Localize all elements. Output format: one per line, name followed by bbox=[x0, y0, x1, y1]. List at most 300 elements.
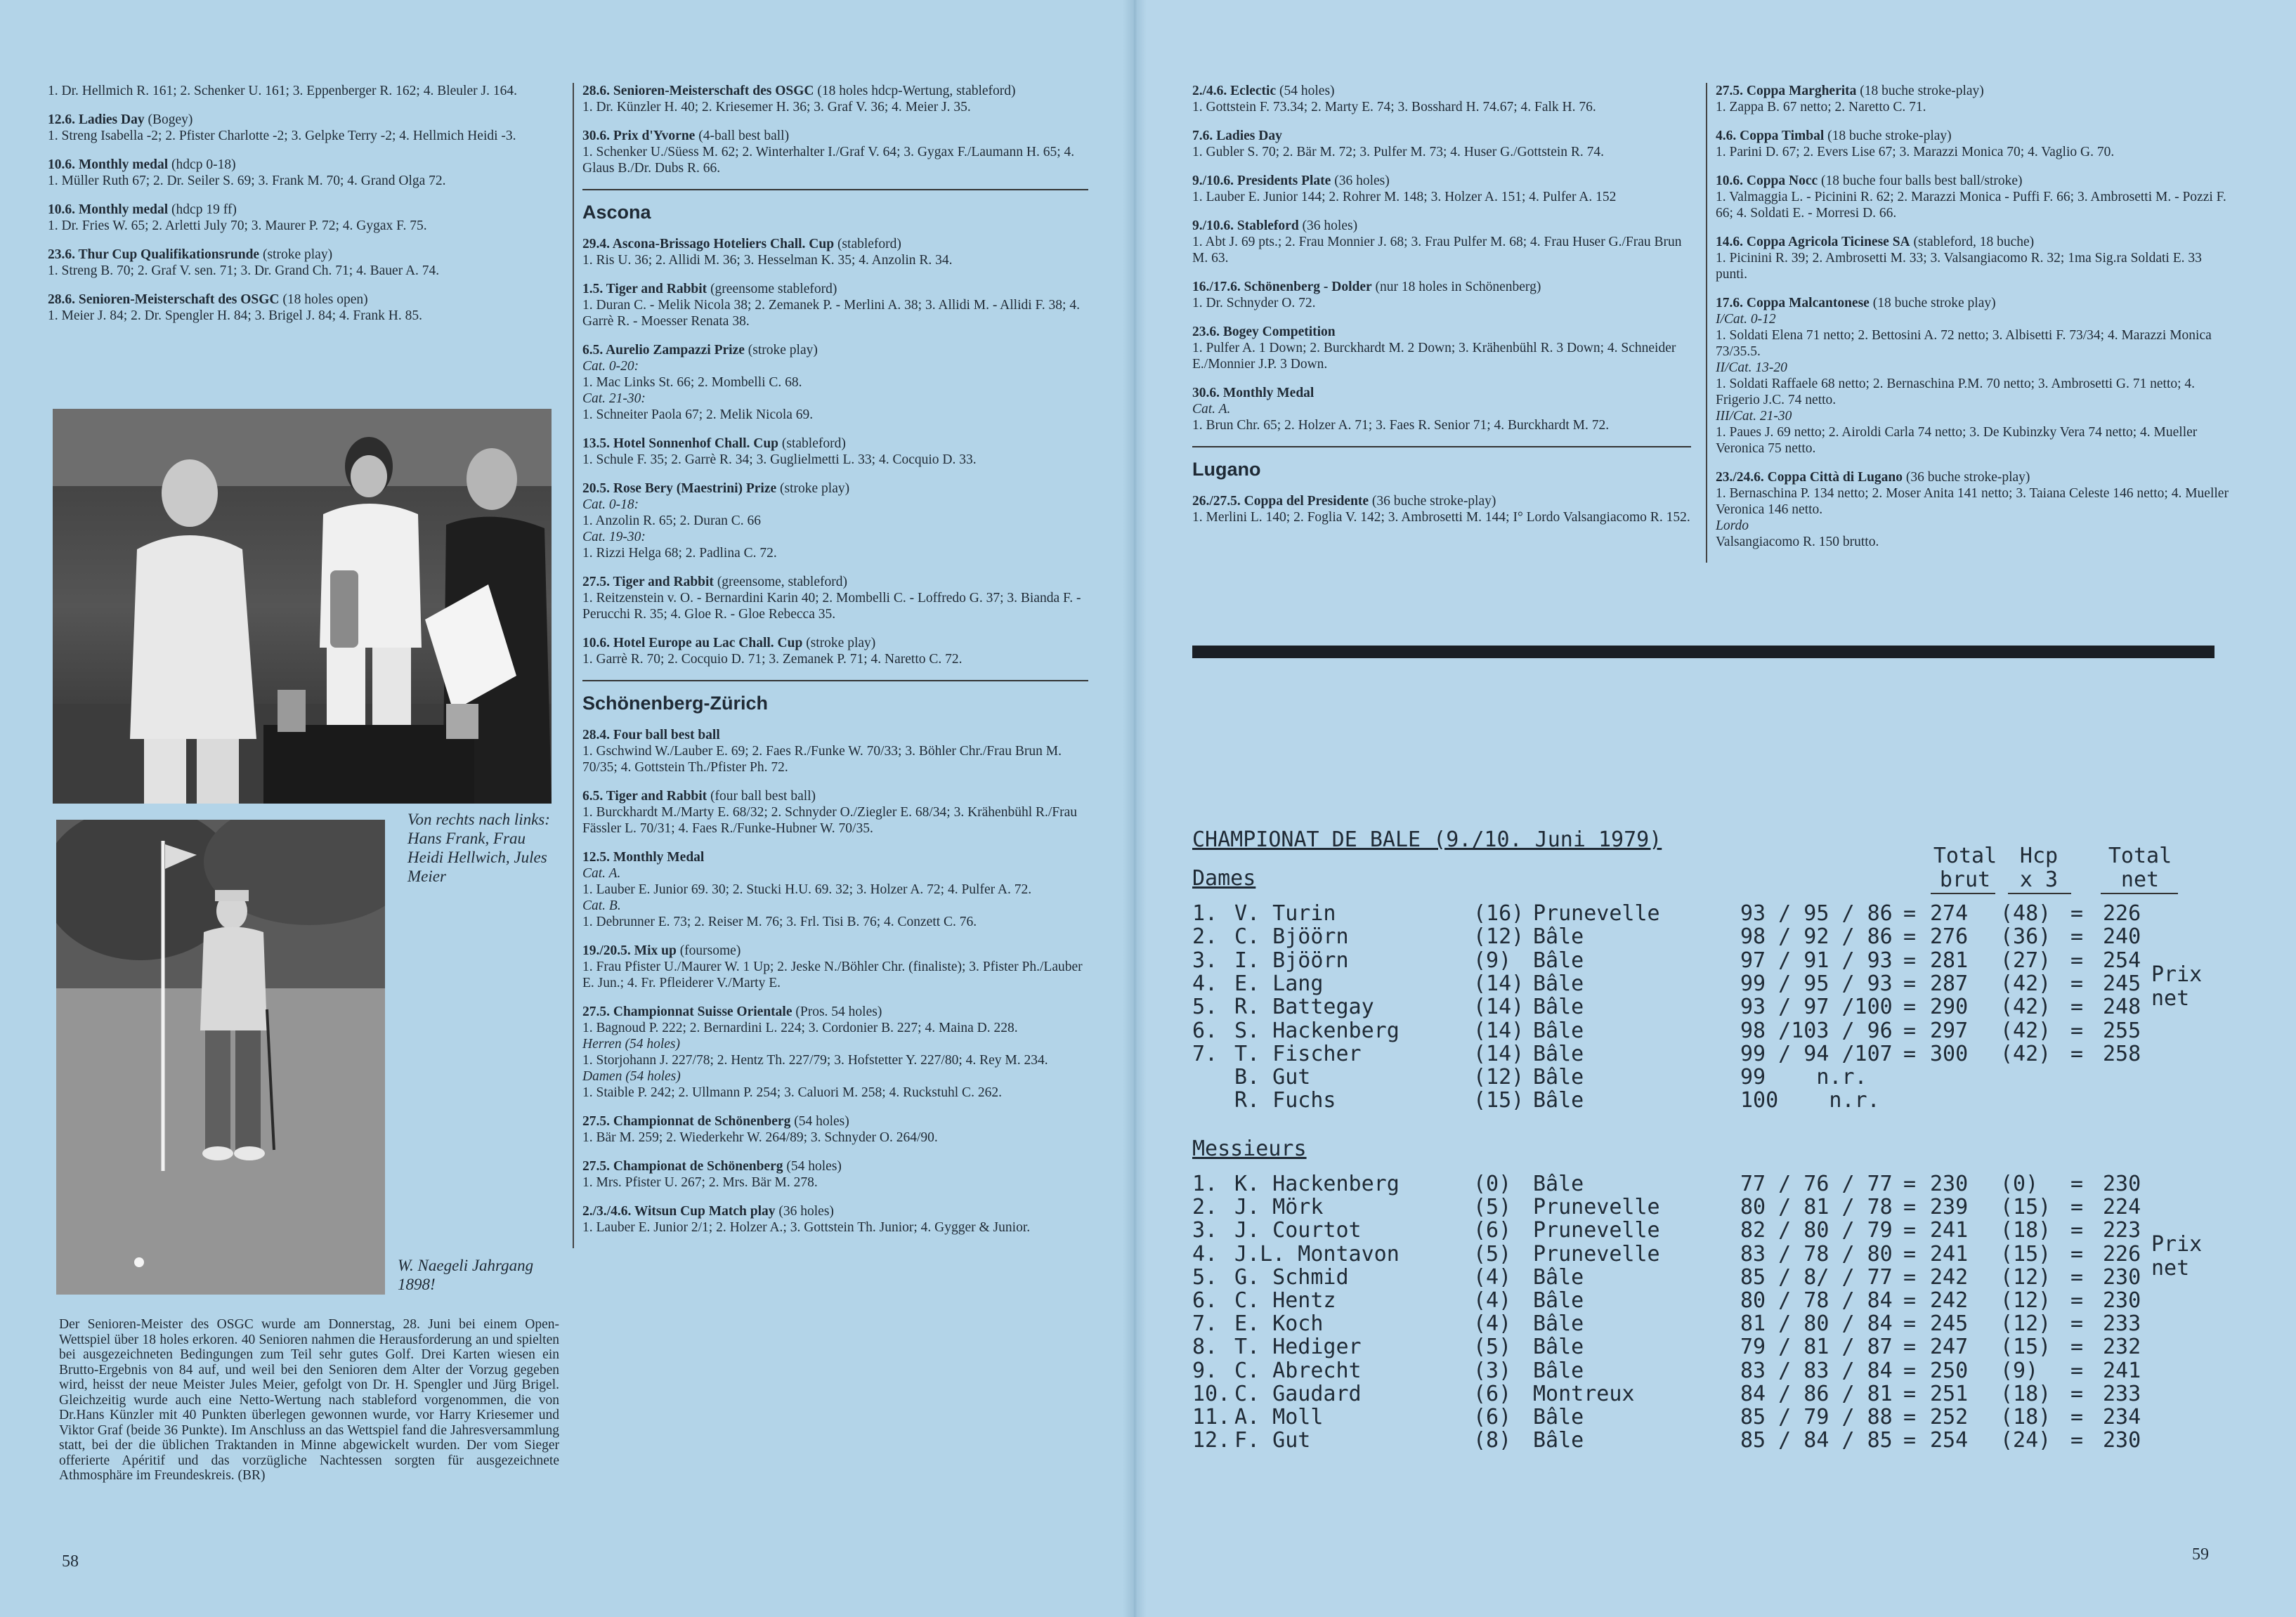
result-entry bbox=[582, 1203, 1088, 1236]
table-row bbox=[1192, 1265, 2148, 1288]
entry-title-main: 19./20.5. Mix up bbox=[582, 943, 677, 958]
cell-rank: 7. bbox=[1192, 1311, 1218, 1337]
cell-brut: 254 bbox=[1930, 1428, 1969, 1453]
photo-golfer-naegeli bbox=[56, 820, 385, 1295]
result-entry bbox=[1192, 324, 1691, 372]
prix-net-dames-line1: Prix bbox=[2151, 962, 2203, 987]
result-entry bbox=[582, 1158, 1088, 1191]
entry-title-main: 13.5. Hotel Sonnenhof Chall. Cup bbox=[582, 436, 779, 451]
cell-name: C. Hentz bbox=[1234, 1288, 1336, 1313]
entry-title-detail: (Pros. 54 holes) bbox=[792, 1004, 882, 1019]
entry-title-main: 12.5. Monthly Medal bbox=[582, 850, 705, 865]
entry-title-detail: (18 buche stroke-play) bbox=[1856, 84, 1984, 98]
cell-club: Bâle bbox=[1533, 1311, 1584, 1337]
result-entry bbox=[582, 236, 1088, 268]
cell-name: J. Courtot bbox=[1234, 1218, 1362, 1243]
entry-title-detail: (36 buche stroke-play) bbox=[1368, 494, 1496, 509]
result-entry bbox=[1716, 469, 2229, 550]
section-heading-schoenenberg: Schönenberg-Zürich bbox=[582, 693, 769, 714]
cell-eq1: = bbox=[1903, 1195, 1917, 1220]
page-number-right: 59 bbox=[2192, 1545, 2209, 1564]
section-divider-bar bbox=[1192, 646, 2215, 658]
entry-category: Lordo bbox=[1716, 518, 1749, 533]
cell-hcpx3: (15) bbox=[2000, 1241, 2052, 1266]
entry-title-detail: (54 holes) bbox=[790, 1114, 849, 1129]
dames-label: Dames bbox=[1192, 866, 1256, 891]
entry-results: 1. Dr. Schnyder O. 72. bbox=[1192, 296, 1316, 310]
cell-brut: 297 bbox=[1930, 1018, 1969, 1043]
cell-hcpx3: (27) bbox=[2000, 948, 2052, 973]
messieurs-label: Messieurs bbox=[1192, 1137, 1307, 1161]
cell-rank: 3. bbox=[1192, 1218, 1218, 1243]
entry-title bbox=[582, 281, 1088, 297]
result-entry bbox=[1192, 279, 1691, 311]
prix-net-messieurs-line2: net bbox=[2151, 1256, 2190, 1281]
entry-title-detail: (hdcp 19 ff) bbox=[168, 202, 237, 217]
result-entry bbox=[1716, 128, 2229, 160]
cell-eq1: = bbox=[1903, 1381, 1917, 1406]
cell-hcp: (16) bbox=[1473, 901, 1525, 926]
cell-hcp: (4) bbox=[1473, 1264, 1512, 1290]
table-row bbox=[1192, 1218, 2148, 1241]
cell-rank: 6. bbox=[1192, 1288, 1218, 1313]
entry-title-main: 10.6. Monthly medal bbox=[48, 202, 169, 217]
left-column-ascona-schoenenberg bbox=[573, 83, 1088, 1248]
cell-club: Bâle bbox=[1533, 1088, 1584, 1113]
entry-results: 1. Schule F. 35; 2. Garrè R. 34; 3. Guglielmetti L. 33; 4. Cocquio D. 33. bbox=[582, 452, 977, 467]
result-entry bbox=[582, 574, 1088, 622]
cell-name: C. Abrecht bbox=[1234, 1358, 1362, 1383]
entry-title bbox=[582, 236, 1088, 252]
cell-eq1: = bbox=[1903, 1335, 1917, 1360]
cell-name: A. Moll bbox=[1234, 1405, 1324, 1429]
entry-title bbox=[582, 128, 1088, 144]
cell-rounds: 99 n.r. bbox=[1740, 1065, 1867, 1090]
entry-category-results: 1. Anzolin R. 65; 2. Duran C. 66 bbox=[582, 513, 762, 528]
entry-title bbox=[1192, 173, 1691, 189]
entry-title-detail: (Bogey) bbox=[144, 112, 193, 127]
cell-name: C. Gaudard bbox=[1234, 1381, 1362, 1406]
entry-title-main: 14.6. Coppa Agricola Ticinese SA bbox=[1716, 235, 1910, 249]
cell-hcpx3: (12) bbox=[2000, 1311, 2052, 1337]
entry-results: 1. Ris U. 36; 2. Allidi M. 36; 3. Hesselman K. 35; 4. Anzolin R. 34. bbox=[582, 253, 953, 268]
entry-results: 1. Schenker U./Süess M. 62; 2. Winterhalter I./Graf V. 64; 3. Gygax F./Laumann H. 65; 4. Glaus B./Dr. Dubs R. 66. bbox=[582, 145, 1075, 176]
cell-net: 233 bbox=[2103, 1311, 2141, 1337]
table-row bbox=[1192, 948, 2148, 971]
entry-results: 1. Burckhardt M./Marty E. 68/32; 2. Schnyder O./Ziegler E. 68/34; 3. Krähenbühl R./Frau Fässler L. 70/31; 4. Faes R./Funke-Hubner W. 70/35. bbox=[582, 805, 1078, 836]
table-row bbox=[1192, 1288, 2148, 1311]
entry-category: Cat. A. bbox=[1192, 402, 1231, 417]
header-total-net-line2: net bbox=[2120, 868, 2160, 892]
cell-rounds: 93 / 95 / 86 bbox=[1740, 901, 1893, 926]
entry-title bbox=[582, 83, 1088, 99]
entry-title-main: 30.6. Monthly Medal bbox=[1192, 386, 1315, 400]
result-entry bbox=[582, 849, 1088, 930]
entry-category: Cat. A. bbox=[582, 866, 621, 881]
entry-category-results: 1. Lauber E. Junior 69. 30; 2. Stucki H.U. 69. 32; 3. Holzer A. 72; 4. Pulfer A. 72. bbox=[582, 882, 1032, 897]
cell-rank: 5. bbox=[1192, 1264, 1218, 1290]
entry-title-main: 9./10.6. Stableford bbox=[1192, 218, 1299, 233]
entry-title bbox=[582, 1113, 1088, 1130]
cell-hcp: (12) bbox=[1473, 924, 1525, 950]
result-entry bbox=[582, 635, 1088, 667]
entry-title-main: 17.6. Coppa Malcantonese bbox=[1716, 296, 1870, 310]
header-hcp-line1: Hcp bbox=[2019, 844, 2059, 868]
cell-hcp: (14) bbox=[1473, 971, 1525, 996]
cell-club: Bâle bbox=[1533, 1018, 1584, 1043]
page-number-left: 58 bbox=[62, 1552, 79, 1571]
left-column-results bbox=[48, 83, 547, 336]
result-entry bbox=[48, 202, 547, 234]
entry-results: 1. Streng Isabella -2; 2. Pfister Charlotte -2; 3. Gelpke Terry -2; 4. Hellmich Heidi -3. bbox=[48, 129, 516, 143]
entry-category-results: 1. Brun Chr. 65; 2. Holzer A. 71; 3. Faes R. Senior 71; 4. Burckhardt M. 72. bbox=[1192, 418, 1610, 433]
entry-title-detail: (18 buche stroke-play) bbox=[1824, 129, 1952, 143]
cell-net: 255 bbox=[2103, 1018, 2141, 1043]
entry-title-detail: (greensome, stableford) bbox=[713, 575, 847, 589]
cell-net: 230 bbox=[2103, 1172, 2141, 1196]
entry-category: Cat. B. bbox=[582, 898, 621, 913]
cell-club: Prunevelle bbox=[1533, 1241, 1660, 1266]
result-entry bbox=[48, 83, 547, 99]
cell-rounds: 79 / 81 / 87 bbox=[1740, 1335, 1893, 1360]
cell-rounds: 80 / 81 / 78 bbox=[1740, 1195, 1893, 1220]
cell-brut: 276 bbox=[1930, 924, 1969, 950]
cell-club: Montreux bbox=[1533, 1381, 1635, 1406]
result-entry bbox=[582, 342, 1088, 423]
entry-results: 1. Zappa B. 67 netto; 2. Naretto C. 71. bbox=[1716, 100, 1926, 114]
result-entry bbox=[1192, 493, 1691, 525]
entry-title bbox=[1192, 128, 1691, 144]
cell-rounds: 82 / 80 / 79 bbox=[1740, 1218, 1893, 1243]
entry-title-detail: (18 holes open) bbox=[279, 292, 368, 307]
cell-hcp: (14) bbox=[1473, 1018, 1525, 1043]
entry-results: 1. Frau Pfister U./Maurer W. 1 Up; 2. Jeske N./Böhler Chr. (finaliste); 3. Pfister Ph./Lauber E. Jun.; 4. Fr. Pfleiderer V./Marty E. bbox=[582, 960, 1083, 990]
cell-net: 224 bbox=[2103, 1195, 2141, 1220]
cell-rounds: 85 / 84 / 85 bbox=[1740, 1428, 1893, 1453]
table-row bbox=[1192, 901, 2148, 924]
cell-rank: 4. bbox=[1192, 971, 1218, 996]
cell-brut: 250 bbox=[1930, 1358, 1969, 1383]
entry-results: 1. Dr. Hellmich R. 161; 2. Schenker U. 161; 3. Eppenberger R. 162; 4. Bleuler J. 164. bbox=[48, 84, 517, 98]
cell-hcpx3: (15) bbox=[2000, 1195, 2052, 1220]
entry-title bbox=[582, 635, 1088, 651]
photo-golfer-naegeli-image bbox=[56, 820, 385, 1295]
entry-title-main: 23.6. Thur Cup Qualifikationsrunde bbox=[48, 247, 260, 262]
cell-name: J.L. Montavon bbox=[1234, 1241, 1400, 1266]
section-heading-lugano: Lugano bbox=[1192, 459, 1261, 480]
table-row bbox=[1192, 1019, 2148, 1042]
senioren-report-paragraph: Der Senioren-Meister des OSGC wurde am Donnerstag, 28. Juni bei einem Open-Wettspiel über 18 holes erkoren. 40 Senioren nahmen die Herausforderung an und spielten bei ausgezeichneten Bedingungen zum Teil sehr gutes Golf. Drei Karten wiesen ein Brutto-Ergebnis von 84 auf, und weil bei den Senioren dem Alter der Vorzug gegeben wird, heisst der neue Meister Jules Meier, gefolgt von Dr. H. Spengler und Jürg Brigel. Gleichzeitig wurde auch eine Netto-Wertung nach stableford vorgenommen, die von Dr.Hans Künzler mit 40 Punkten überlegen gewonnen wurde, vor Harry Kriesemer und Viktor Graf (beide 36 Punkte). Im Anschluss an das Wettspiel fand die Jahresversammlung statt, bei der die üblichen Traktanden in Minne abgewickelt wurden. Der vom Sieger offerierte Apéritif und das vorzügliche Nachtessen sorgten für ausgezeichnete Athmosphäre im Freundeskreis. (BR) bbox=[59, 1317, 559, 1483]
entry-category: Cat. 0-18: bbox=[582, 497, 639, 512]
entry-title-detail: (stroke play) bbox=[802, 636, 876, 650]
entry-results: 1. Mrs. Pfister U. 267; 2. Mrs. Bär M. 278. bbox=[582, 1175, 818, 1190]
entry-title bbox=[1192, 279, 1691, 295]
entry-title-main: 30.6. Prix d'Yvorne bbox=[582, 129, 696, 143]
entry-title-main: 27.5. Coppa Margherita bbox=[1716, 84, 1857, 98]
entry-results: 1. Dr. Künzler H. 40; 2. Kriesemer H. 36; 3. Graf V. 36; 4. Meier J. 35. bbox=[582, 100, 971, 114]
entry-category: Cat. 0-20: bbox=[582, 359, 639, 374]
cell-hcpx3: (18) bbox=[2000, 1405, 2052, 1429]
table-row bbox=[1192, 1088, 2148, 1111]
entry-title-detail: (stroke play) bbox=[259, 247, 333, 262]
caption-photo-1: Von rechts nach links: Hans Frank, Frau Heidi Hellwich, Jules Meier bbox=[407, 811, 550, 885]
entry-category: I/Cat. 0-12 bbox=[1716, 312, 1776, 327]
entry-title bbox=[582, 849, 1088, 865]
cell-hcpx3: (12) bbox=[2000, 1264, 2052, 1290]
entry-category-results: 1. Soldati Raffaele 68 netto; 2. Bernaschina P.M. 70 netto; 3. Ambrosetti G. 71 netto; 4. Frigerio J.C. 74 netto. bbox=[1716, 377, 2196, 407]
entry-results: 1. Gubler S. 70; 2. Bär M. 72; 3. Pulfer M. 73; 4. Huser G./Gottstein R. 74. bbox=[1192, 145, 1605, 159]
cell-rank: 8. bbox=[1192, 1335, 1218, 1360]
cell-rounds: 83 / 83 / 84 bbox=[1740, 1358, 1893, 1383]
cell-name: V. Turin bbox=[1234, 901, 1336, 926]
cell-eq2: = bbox=[2070, 1218, 2084, 1243]
entry-title-detail: (foursome) bbox=[676, 943, 741, 958]
entry-category-results: 1. Debrunner E. 73; 2. Reiser M. 76; 3. Frl. Tisi B. 76; 4. Conzett C. 76. bbox=[582, 915, 977, 929]
cell-eq2: = bbox=[2070, 948, 2084, 973]
cell-rank: 9. bbox=[1192, 1358, 1218, 1383]
entry-title-detail: (36 holes) bbox=[775, 1204, 834, 1219]
table-row bbox=[1192, 1311, 2148, 1335]
cell-hcp: (5) bbox=[1473, 1241, 1512, 1266]
cell-rank: 11. bbox=[1192, 1405, 1231, 1429]
entry-title bbox=[1192, 324, 1691, 340]
cell-hcp: (5) bbox=[1473, 1335, 1512, 1360]
entry-title-detail: (stroke play) bbox=[744, 343, 818, 358]
table-row bbox=[1192, 1382, 2148, 1405]
cell-club: Bâle bbox=[1533, 1172, 1584, 1196]
caption-photo-2: W. Naegeli Jahrgang 1898! bbox=[398, 1257, 534, 1293]
cell-hcpx3: (18) bbox=[2000, 1381, 2052, 1406]
entry-results: 1. Merlini L. 140; 2. Foglia V. 142; 3. Ambrosetti M. 144; I° Lordo Valsangiacomo R. 152. bbox=[1192, 510, 1690, 525]
cell-rank: 2. bbox=[1192, 1195, 1218, 1220]
entry-title bbox=[1716, 83, 2229, 99]
cell-eq1: = bbox=[1903, 971, 1917, 996]
cell-rank: 5. bbox=[1192, 995, 1218, 1020]
result-entry bbox=[1716, 173, 2229, 221]
entry-title-main: 27.5. Championat de Schönenberg bbox=[582, 1159, 783, 1174]
cell-club: Bâle bbox=[1533, 1358, 1584, 1383]
entry-title-main: 27.5. Tiger and Rabbit bbox=[582, 575, 714, 589]
cell-brut: 300 bbox=[1930, 1041, 1969, 1066]
cell-club: Bâle bbox=[1533, 948, 1584, 973]
cell-rounds: 99 / 95 / 93 bbox=[1740, 971, 1893, 996]
result-entry bbox=[48, 112, 547, 144]
cell-brut: 281 bbox=[1930, 948, 1969, 973]
cell-hcpx3: (24) bbox=[2000, 1428, 2052, 1453]
entry-title bbox=[1192, 218, 1691, 234]
right-column-schoenenberg-lugano bbox=[1192, 83, 1691, 538]
entry-title bbox=[1716, 234, 2229, 250]
entry-results: 1. Bagnoud P. 222; 2. Bernardini L. 224; 3. Cordonier B. 227; 4. Maina D. 228. bbox=[582, 1021, 1018, 1035]
cell-net: 234 bbox=[2103, 1405, 2141, 1429]
entry-title-detail: (stroke play) bbox=[776, 481, 850, 496]
entry-title-main: 10.6. Coppa Nocc bbox=[1716, 174, 1818, 188]
prix-net-messieurs bbox=[2151, 1233, 2202, 1281]
cell-hcp: (0) bbox=[1473, 1172, 1512, 1196]
cell-name: R. Fuchs bbox=[1234, 1088, 1336, 1113]
cell-hcpx3: (42) bbox=[2000, 995, 2052, 1020]
entry-results: 1. Streng B. 70; 2. Graf V. sen. 71; 3. Dr. Grand Ch. 71; 4. Bauer A. 74. bbox=[48, 263, 440, 278]
entry-category-results: 1. Staible P. 242; 2. Ullmann P. 254; 3. Caluori M. 258; 4. Ruckstuhl C. 262. bbox=[582, 1085, 1002, 1100]
header-underline-hcp bbox=[2008, 893, 2071, 894]
cell-eq2: = bbox=[2070, 1335, 2084, 1360]
header-total-brut bbox=[1926, 844, 2004, 892]
cell-hcp: (12) bbox=[1473, 1065, 1525, 1090]
cell-hcp: (4) bbox=[1473, 1311, 1512, 1337]
cell-rank: 2. bbox=[1192, 924, 1218, 950]
result-entry bbox=[1192, 218, 1691, 266]
cell-name: S. Hackenberg bbox=[1234, 1018, 1400, 1043]
cell-eq1: = bbox=[1903, 1218, 1917, 1243]
book-gutter bbox=[1123, 0, 1147, 1617]
cell-hcp: (14) bbox=[1473, 995, 1525, 1020]
cell-brut: 287 bbox=[1930, 971, 1969, 996]
entry-title-main: 29.4. Ascona-Brissago Hoteliers Chall. Cup bbox=[582, 237, 835, 251]
entry-title-main: 23.6. Bogey Competition bbox=[1192, 325, 1336, 339]
entry-title-detail: (18 buche stroke play) bbox=[1869, 296, 1996, 310]
cell-rank: 3. bbox=[1192, 948, 1218, 973]
cell-eq2: = bbox=[2070, 1241, 2084, 1266]
cell-club: Prunevelle bbox=[1533, 901, 1660, 926]
entry-category-results: 1. Rizzi Helga 68; 2. Padlina C. 72. bbox=[582, 546, 777, 561]
table-row bbox=[1192, 1042, 2148, 1065]
table-row bbox=[1192, 1405, 2148, 1428]
cell-club: Prunevelle bbox=[1533, 1195, 1660, 1220]
entry-title bbox=[48, 112, 547, 128]
entry-title bbox=[582, 480, 1088, 497]
cell-net: 241 bbox=[2103, 1358, 2141, 1383]
cell-name: K. Hackenberg bbox=[1234, 1172, 1400, 1196]
entry-results: 1. Bär M. 259; 2. Wiederkehr W. 264/89; 3. Schnyder O. 264/90. bbox=[582, 1130, 938, 1145]
result-entry bbox=[582, 788, 1088, 837]
cell-brut: 239 bbox=[1930, 1195, 1969, 1220]
cell-club: Bâle bbox=[1533, 1041, 1584, 1066]
entry-title-main: 9./10.6. Presidents Plate bbox=[1192, 174, 1331, 188]
entry-results: 1. Gschwind W./Lauber E. 69; 2. Faes R./Funke W. 70/33; 3. Böhler Chr./Frau Brun M. 70/35; 4. Gottstein Th./Pfister Ph. 72. bbox=[582, 744, 1062, 775]
cell-hcpx3: (12) bbox=[2000, 1288, 2052, 1313]
cell-name: R. Battegay bbox=[1234, 995, 1374, 1020]
entry-title-detail: (18 holes hdcp-Wertung, stableford) bbox=[814, 84, 1016, 98]
cell-rank: 12. bbox=[1192, 1428, 1231, 1453]
cell-club: Bâle bbox=[1533, 971, 1584, 996]
cell-brut: 242 bbox=[1930, 1264, 1969, 1290]
cell-net: 232 bbox=[2103, 1335, 2141, 1360]
cell-name: T. Fischer bbox=[1234, 1041, 1362, 1066]
cell-eq2: = bbox=[2070, 1311, 2084, 1337]
header-total-net bbox=[2098, 844, 2182, 892]
cell-eq1: = bbox=[1903, 1358, 1917, 1383]
entry-results: 1. Bernaschina P. 134 netto; 2. Moser Anita 141 netto; 3. Taiana Celeste 146 netto; 4. Mueller Veronica 146 netto. bbox=[1716, 486, 2229, 517]
entry-title-main: 10.6. Hotel Europe au Lac Chall. Cup bbox=[582, 636, 803, 650]
cell-net: 230 bbox=[2103, 1264, 2141, 1290]
entry-title bbox=[48, 157, 547, 173]
cell-rank: 4. bbox=[1192, 1241, 1218, 1266]
cell-rounds: 85 / 79 / 88 bbox=[1740, 1405, 1893, 1429]
cell-name: I. Bjöörn bbox=[1234, 948, 1349, 973]
entry-category-results: 1. Paues J. 69 netto; 2. Airoldi Carla 74 netto; 3. De Kubinzky Vera 74 netto; 4. Mueller Veronica 75 netto. bbox=[1716, 425, 2198, 456]
cell-club: Bâle bbox=[1533, 1288, 1584, 1313]
entry-title bbox=[1716, 128, 2229, 144]
cell-eq1: = bbox=[1903, 1018, 1917, 1043]
cell-eq2: = bbox=[2070, 1381, 2084, 1406]
header-hcp-line2: x 3 bbox=[2019, 868, 2059, 892]
section-rule bbox=[582, 189, 1088, 190]
prix-net-dames-line2: net bbox=[2151, 986, 2190, 1011]
entry-results: 1. Müller Ruth 67; 2. Dr. Seiler S. 69; 3. Frank M. 70; 4. Grand Olga 72. bbox=[48, 174, 446, 188]
photo-award-ceremony-image bbox=[53, 409, 552, 804]
cell-brut: 274 bbox=[1930, 901, 1969, 926]
cell-eq2: = bbox=[2070, 1264, 2084, 1290]
entry-results: 1. Duran C. - Melik Nicola 38; 2. Zemanek P. - Merlini A. 38; 3. Allidi M. - Allidi F. 38; 4. Garrè R. - Moesser Renata 38. bbox=[582, 298, 1080, 329]
entry-category: II/Cat. 13-20 bbox=[1716, 360, 1787, 375]
cell-rounds: 81 / 80 / 84 bbox=[1740, 1311, 1893, 1337]
cell-eq2: = bbox=[2070, 924, 2084, 950]
entry-title-detail: (greensome stableford) bbox=[707, 282, 837, 296]
cell-eq2: = bbox=[2070, 1195, 2084, 1220]
result-entry bbox=[582, 128, 1088, 176]
entry-results: 1. Reitzenstein v. O. - Bernardini Karin 40; 2. Mombelli C. - Loffredo G. 37; 3. Bianda F. - Perucchi R. 35; 4. Gloe R. - Gloe Rebecca 35. bbox=[582, 591, 1081, 622]
cell-eq1: = bbox=[1903, 901, 1917, 926]
entry-title-main: 28.4. Four ball best ball bbox=[582, 728, 720, 742]
cell-brut: 290 bbox=[1930, 995, 1969, 1020]
cell-net: 258 bbox=[2103, 1041, 2141, 1066]
entry-title-main: 27.5. Championnat Suisse Orientale bbox=[582, 1004, 792, 1019]
entry-results: 1. Lauber E. Junior 144; 2. Rohrer M. 148; 3. Holzer A. 151; 4. Pulfer A. 152 bbox=[1192, 190, 1617, 204]
cell-rounds: 84 / 86 / 81 bbox=[1740, 1381, 1893, 1406]
cell-rounds: 77 / 76 / 77 bbox=[1740, 1172, 1893, 1196]
entry-title bbox=[582, 943, 1088, 959]
cell-rank: 6. bbox=[1192, 1018, 1218, 1043]
cell-eq1: = bbox=[1903, 1428, 1917, 1453]
cell-name: E. Lang bbox=[1234, 971, 1324, 996]
entry-results: 1. Pulfer A. 1 Down; 2. Burckhardt M. 2 Down; 3. Krähenbühl R. 3 Down; 4. Schneider E./Monnier J.P. 3 Down. bbox=[1192, 341, 1676, 372]
entry-title-main: 6.5. Aurelio Zampazzi Prize bbox=[582, 343, 745, 358]
cell-hcpx3: (42) bbox=[2000, 1041, 2052, 1066]
entry-title-detail: (nur 18 holes in Schönenberg) bbox=[1371, 280, 1541, 294]
entry-title-main: 27.5. Championnat de Schönenberg bbox=[582, 1114, 791, 1129]
cell-club: Bâle bbox=[1533, 995, 1584, 1020]
table-row bbox=[1192, 1335, 2148, 1358]
result-entry bbox=[48, 247, 547, 279]
cell-eq2: = bbox=[2070, 1018, 2084, 1043]
cell-rounds: 98 /103 / 96 bbox=[1740, 1018, 1893, 1043]
cell-eq1: = bbox=[1903, 1405, 1917, 1429]
entry-title-main: 10.6. Monthly medal bbox=[48, 157, 169, 172]
result-entry bbox=[48, 157, 547, 189]
cell-hcpx3: (42) bbox=[2000, 1018, 2052, 1043]
entry-category-results: 1. Schneiter Paola 67; 2. Melik Nicola 69. bbox=[582, 407, 814, 422]
result-entry bbox=[582, 480, 1088, 561]
table-row bbox=[1192, 1359, 2148, 1382]
result-entry bbox=[582, 83, 1088, 115]
cell-club: Bâle bbox=[1533, 1264, 1584, 1290]
cell-eq1: = bbox=[1903, 1264, 1917, 1290]
table-row bbox=[1192, 1428, 2148, 1451]
cell-rank: 7. bbox=[1192, 1041, 1218, 1066]
prix-net-dames bbox=[2151, 963, 2202, 1011]
entry-title-detail: (stableford) bbox=[778, 436, 846, 451]
entry-results: 1. Valmaggia L. - Picinini R. 62; 2. Marazzi Monica - Puffi F. 66; 3. Ambrosetti M. - Pozzi F. 66; 4. Soldati E. - Morresi D. 66. bbox=[1716, 190, 2226, 221]
entry-category: Cat. 21-30: bbox=[582, 391, 646, 406]
cell-eq1: = bbox=[1903, 1172, 1917, 1196]
cell-hcp: (15) bbox=[1473, 1088, 1525, 1113]
entry-title-detail: (stableford, 18 buche) bbox=[1910, 235, 2035, 249]
cell-hcpx3: (48) bbox=[2000, 901, 2052, 926]
entry-title bbox=[1716, 173, 2229, 189]
cell-hcpx3: (9) bbox=[2000, 1358, 2039, 1383]
cell-eq1: = bbox=[1903, 1041, 1917, 1066]
cell-eq2: = bbox=[2070, 1405, 2084, 1429]
